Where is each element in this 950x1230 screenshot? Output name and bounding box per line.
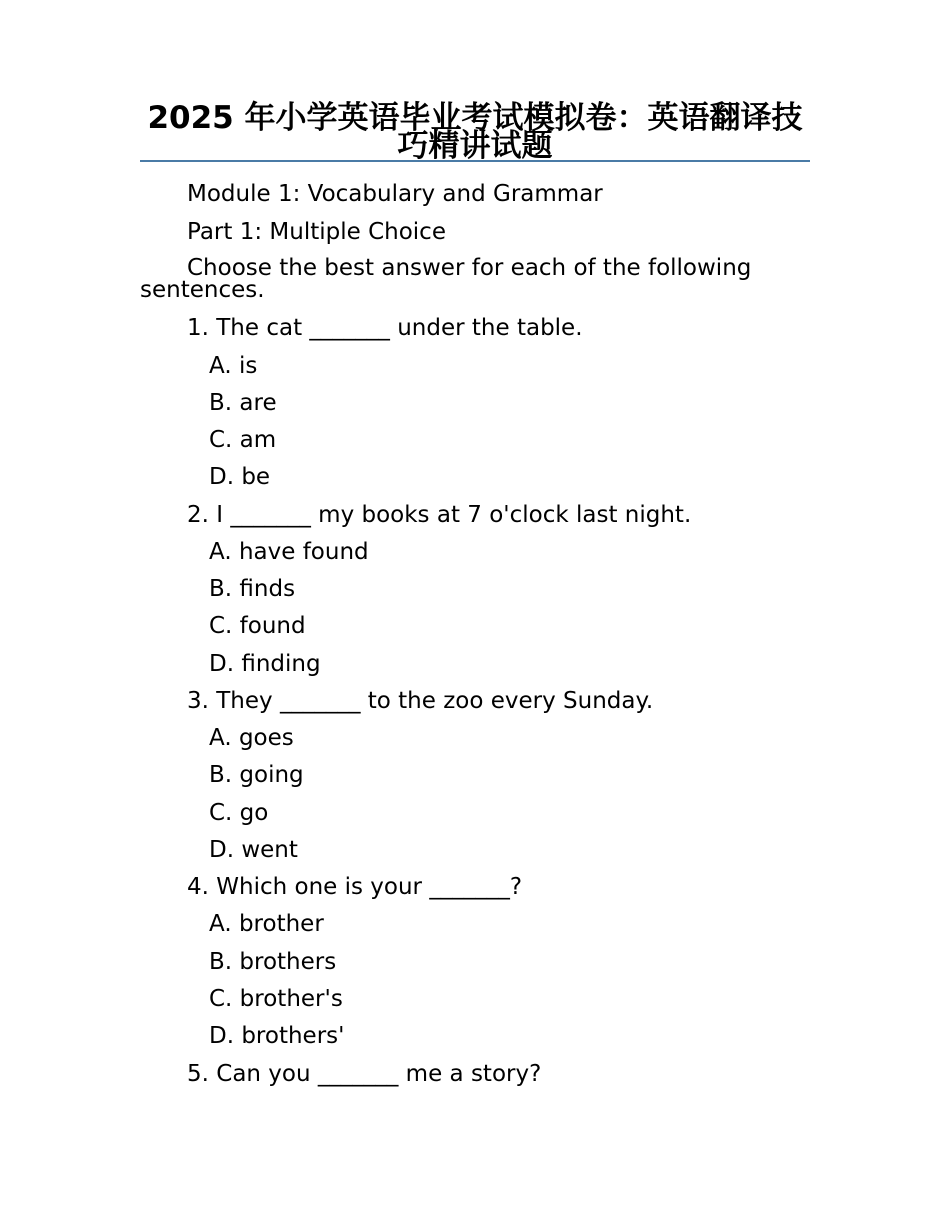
question-2-option-a: A. have found bbox=[209, 539, 369, 565]
question-3-option-d: D. went bbox=[209, 837, 298, 863]
question-4-option-c: C. brother's bbox=[209, 986, 343, 1012]
question-2-option-b: B. finds bbox=[209, 576, 296, 602]
question-4-option-a: A. brother bbox=[209, 911, 324, 937]
question-1-option-b: B. are bbox=[209, 390, 277, 416]
instruction-text: Choose the best answer for each of the following sentences. bbox=[140, 255, 752, 303]
question-3-option-c: C. go bbox=[209, 800, 269, 826]
question-3-option-a: A. goes bbox=[209, 725, 294, 751]
page-title: 2025 年小学英语毕业考试模拟卷：英语翻译技巧精讲试题 bbox=[147, 100, 803, 164]
module-heading: Module 1: Vocabulary and Grammar bbox=[187, 181, 603, 207]
question-1-option-c: C. am bbox=[209, 427, 277, 453]
question-4-stem: 4. Which one is your _______? bbox=[187, 874, 523, 900]
question-2-option-d: D. finding bbox=[209, 651, 321, 677]
part-heading: Part 1: Multiple Choice bbox=[187, 219, 446, 245]
question-1-option-a: A. is bbox=[209, 353, 258, 379]
question-3-stem: 3. They _______ to the zoo every Sunday. bbox=[187, 688, 654, 714]
title-divider bbox=[140, 160, 810, 162]
question-1-option-d: D. be bbox=[209, 464, 271, 490]
question-5-stem: 5. Can you _______ me a story? bbox=[187, 1061, 542, 1087]
question-4-option-b: B. brothers bbox=[209, 949, 337, 975]
question-2-option-c: C. found bbox=[209, 613, 306, 639]
question-2-stem: 2. I _______ my books at 7 o'clock last night. bbox=[187, 502, 692, 528]
question-4-option-d: D. brothers' bbox=[209, 1023, 345, 1049]
question-1-stem: 1. The cat _______ under the table. bbox=[187, 315, 583, 341]
question-3-option-b: B. going bbox=[209, 762, 304, 788]
